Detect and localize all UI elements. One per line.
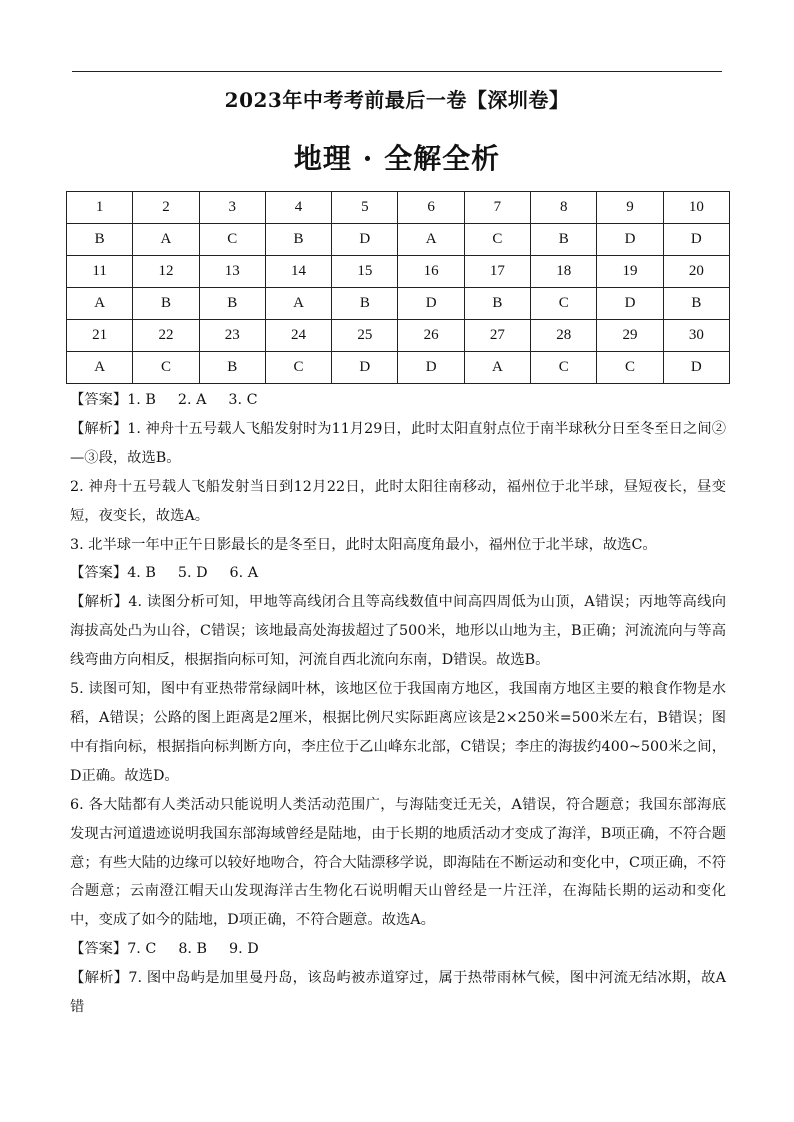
table-row — [67, 320, 730, 352]
table-cell: A — [133, 224, 199, 256]
table-cell: 9 — [597, 192, 663, 224]
table-cell: B — [332, 288, 398, 320]
table-cell: A — [464, 352, 530, 384]
answer-label: 【答案】 — [70, 565, 128, 582]
answer-item: 2. A — [177, 392, 207, 408]
table-cell: 29 — [597, 320, 663, 352]
table-row — [67, 288, 730, 320]
table-cell: C — [133, 352, 199, 384]
table-cell: B — [199, 288, 265, 320]
table-cell: 20 — [663, 256, 729, 288]
top-rule — [72, 71, 722, 72]
table-cell: C — [265, 352, 331, 384]
table-cell: A — [67, 352, 133, 384]
table-cell: D — [398, 288, 464, 320]
table-cell: 3 — [199, 192, 265, 224]
table-cell: 18 — [531, 256, 597, 288]
table-cell: 4 — [265, 192, 331, 224]
table-cell: 13 — [199, 256, 265, 288]
explanation-paragraph: 【解析】1. 神舟十五号载人飞船发射时为11月29日，此时太阳直射点位于南半球秋分日至冬至日之间②—③段，故选B。 — [70, 420, 726, 466]
table-row — [67, 192, 730, 224]
answer-item: 4. B — [127, 565, 156, 582]
answer-line — [70, 386, 726, 415]
table-cell: D — [663, 352, 729, 384]
table-cell: 21 — [67, 320, 133, 352]
table-cell: B — [133, 288, 199, 320]
table-cell: 1 — [67, 192, 133, 224]
table-cell: 19 — [597, 256, 663, 288]
table-cell: D — [663, 224, 729, 256]
table-cell: B — [531, 224, 597, 256]
table-cell: C — [199, 224, 265, 256]
table-cell: D — [597, 224, 663, 256]
table-cell: 11 — [67, 256, 133, 288]
table-row — [67, 256, 730, 288]
answer-line — [70, 935, 726, 964]
table-cell: 28 — [531, 320, 597, 352]
explanation-body — [70, 386, 726, 1022]
table-cell: 22 — [133, 320, 199, 352]
table-cell: 10 — [663, 192, 729, 224]
table-cell: 15 — [332, 256, 398, 288]
table-cell: B — [265, 224, 331, 256]
explanation-paragraph: 【解析】7. 图中岛屿是加里曼丹岛，该岛屿被赤道穿过，属于热带雨林气候，图中河流无结冰期，故A错 — [70, 970, 726, 1016]
table-cell: 24 — [265, 320, 331, 352]
table-cell: A — [398, 224, 464, 256]
table-cell: 26 — [398, 320, 464, 352]
answer-label: 【答案】 — [70, 392, 128, 408]
answer-line — [70, 559, 726, 588]
answer-item: 7. C — [127, 941, 157, 958]
answer-item: 6. A — [229, 565, 259, 582]
answer-item: 5. D — [177, 565, 208, 582]
table-row — [67, 224, 730, 256]
table-cell: A — [67, 288, 133, 320]
table-cell: D — [332, 224, 398, 256]
table-cell: B — [67, 224, 133, 256]
table-cell: 2 — [133, 192, 199, 224]
table-cell: 6 — [398, 192, 464, 224]
table-cell: C — [531, 288, 597, 320]
answer-item: 3. C — [228, 392, 258, 408]
explanation-paragraph: 【解析】4. 读图分析可知，甲地等高线闭合且等高线数值中间高四周低为山顶，A错误；丙地等高线向海拔高处凸为山谷，C错误；该地最高处海拔超过了500米，地形以山地为主，B正确；河流流向与等高线弯曲方向相反，根据指向标可知，河流自西北流向东南，D错误。故选B。 — [70, 594, 726, 669]
table-cell: 12 — [133, 256, 199, 288]
table-cell: C — [464, 224, 530, 256]
table-cell: 30 — [663, 320, 729, 352]
table-cell: 25 — [332, 320, 398, 352]
explanation-paragraph: 5. 读图可知，图中有亚热带常绿阔叶林，该地区位于我国南方地区，我国南方地区主要的粮食作物是水稻，A错误；公路的图上距离是2厘米，根据比例尺实际距离应该是2×250米=500米左右，B错误；图中有指向标，根据指向标判断方向，李庄位于乙山峰东北部，C错误；李庄的海拔约400~500米之间，D正确。故选D。 — [70, 681, 726, 784]
table-cell: C — [531, 352, 597, 384]
table-cell: D — [398, 352, 464, 384]
answer-item: 9. D — [229, 941, 259, 958]
table-cell: 8 — [531, 192, 597, 224]
table-cell: 5 — [332, 192, 398, 224]
table-cell: 16 — [398, 256, 464, 288]
table-cell: 14 — [265, 256, 331, 288]
answer-table — [66, 191, 730, 384]
table-cell: D — [332, 352, 398, 384]
document-subtitle: 地理 · 全解全析 — [293, 142, 501, 175]
explanation-paragraph: 3. 北半球一年中正午日影最长的是冬至日，此时太阳高度角最小，福州位于北半球，故选C。 — [70, 536, 657, 553]
document-title: 2023年中考考前最后一卷【深圳卷】 — [224, 88, 570, 112]
table-cell: D — [597, 288, 663, 320]
table-row — [67, 352, 730, 384]
table-cell: 27 — [464, 320, 530, 352]
table-cell: 7 — [464, 192, 530, 224]
explanation-paragraph: 6. 各大陆都有人类活动只能说明人类活动范围广，与海陆变迁无关，A错误，符合题意；我国东部海底发现古河道遗迹说明我国东部海域曾经是陆地，由于长期的地质活动才变成了海洋，B项正确，不符合题意；有些大陆的边缘可以较好地吻合，符合大陆漂移学说，即海陆在不断运动和变化中，C项正确，不符合题意；云南澄江帽天山发现海洋古生物化石说明帽天山曾经是一片汪洋，在海陆长期的运动和变化中，变成了如今的陆地，D项正确，不符合题意。故选A。 — [70, 796, 726, 929]
table-cell: B — [464, 288, 530, 320]
table-cell: 23 — [199, 320, 265, 352]
answer-label: 【答案】 — [70, 941, 128, 958]
explanation-paragraph: 2. 神舟十五号载人飞船发射当日到12月22日，此时太阳往南移动，福州位于北半球，昼短夜长，昼变短，夜变长，故选A。 — [70, 478, 726, 524]
answer-item: 8. B — [178, 941, 208, 958]
answer-item: 1. B — [127, 392, 156, 408]
table-cell: B — [663, 288, 729, 320]
table-cell: A — [265, 288, 331, 320]
table-cell: 17 — [464, 256, 530, 288]
table-cell: B — [199, 352, 265, 384]
table-cell: C — [597, 352, 663, 384]
